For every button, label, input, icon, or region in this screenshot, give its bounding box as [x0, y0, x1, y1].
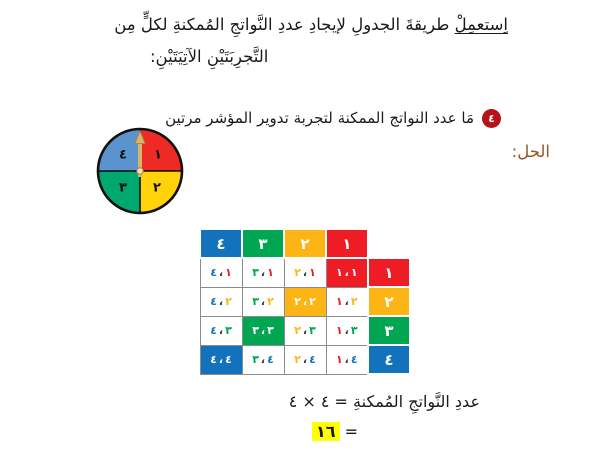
outcome-cell [242, 345, 284, 374]
outcome-first-digit: ٢ [294, 324, 301, 337]
outcome-first-digit: ١ [335, 324, 343, 337]
equation-equals-sign: = [344, 422, 358, 441]
outcome-first-digit: ٣ [252, 295, 259, 308]
outcome-separator: ، [302, 353, 308, 366]
outcome-separator: ، [218, 295, 224, 308]
instruction-underlined-word: اِستعمِلْ [454, 15, 508, 34]
outcome-first-digit: ٢ [294, 295, 301, 308]
col-header: ٢ [284, 229, 326, 258]
outcome-separator: ، [344, 295, 349, 308]
outcome-second-digit: ٣ [225, 324, 232, 337]
outcome-second-digit: ١ [225, 266, 232, 280]
table-row [200, 258, 410, 287]
col-header: ٤ [200, 229, 242, 258]
outcome-separator: ، [218, 266, 224, 280]
outcome-separator: ، [260, 324, 266, 337]
outcome-first-digit: ٢ [294, 353, 301, 366]
outcome-first-digit: ٤ [210, 353, 217, 366]
outcome-separator: ، [302, 324, 308, 337]
outcome-first-digit: ١ [335, 266, 343, 280]
table-row [200, 316, 410, 345]
outcome-cell [242, 258, 284, 287]
outcome-cell [326, 258, 368, 287]
outcome-second-digit: ٣ [350, 324, 358, 337]
outcome-cell [284, 316, 326, 345]
col-header: ١ [326, 229, 368, 258]
spinner-label-4: ٤ [119, 147, 127, 163]
question-row [165, 106, 501, 130]
question-number-badge: ٤ [482, 109, 501, 128]
outcome-separator: ، [344, 266, 349, 280]
outcome-second-digit: ٤ [267, 353, 274, 366]
outcome-cell [284, 287, 326, 316]
table-header-row [200, 229, 410, 258]
col-header: ٣ [242, 229, 284, 258]
table-row [200, 287, 410, 316]
outcome-second-digit: ٢ [350, 295, 358, 308]
outcome-second-digit: ٢ [309, 295, 316, 308]
outcome-first-digit: ١ [335, 295, 343, 308]
outcome-first-digit: ٢ [294, 266, 301, 280]
equation-line-1: عددِ النَّواتجِ المُمكنةِ = ٤ × ٤ [288, 392, 480, 411]
outcome-first-digit: ١ [335, 353, 343, 366]
outcome-cell [200, 287, 242, 316]
outcome-separator: ، [260, 266, 266, 280]
spinner [93, 124, 187, 218]
row-header: ٣ [368, 316, 410, 345]
outcome-cell [284, 258, 326, 287]
outcome-separator: ، [302, 266, 308, 280]
outcome-first-digit: ٣ [252, 353, 259, 366]
spinner-label-1: ١ [154, 147, 162, 163]
outcome-cell [242, 287, 284, 316]
row-header: ٤ [368, 345, 410, 374]
outcome-second-digit: ١ [350, 266, 358, 280]
outcome-separator: ، [218, 324, 224, 337]
outcome-cell [200, 258, 242, 287]
outcome-second-digit: ٢ [225, 295, 232, 308]
outcome-first-digit: ٤ [210, 295, 217, 308]
outcome-cell [326, 316, 368, 345]
outcome-cell [242, 316, 284, 345]
outcome-first-digit: ٣ [252, 324, 259, 337]
outcome-separator: ، [302, 295, 308, 308]
outcome-second-digit: ٣ [309, 324, 316, 337]
outcome-second-digit: ٣ [267, 324, 274, 337]
outcome-cell [284, 345, 326, 374]
outcome-second-digit: ٤ [350, 353, 358, 366]
outcome-cell [200, 316, 242, 345]
instruction-line-1 [114, 13, 508, 36]
outcome-second-digit: ٢ [267, 295, 274, 308]
instruction-line-2: التَّجرِبَتَيْنِ الآتِيَتَيْنِ: [150, 47, 269, 66]
outcome-cell [200, 345, 242, 374]
outcomes-table [199, 228, 411, 375]
spinner-label-2: ٢ [153, 180, 161, 196]
table-row [200, 345, 410, 374]
row-header: ٢ [368, 287, 410, 316]
row-header: ١ [368, 258, 410, 287]
solution-label: الحل: [511, 142, 550, 161]
equation-result-highlighted: ١٦ [312, 422, 340, 441]
outcome-second-digit: ٤ [309, 353, 316, 366]
instruction-line-1-rest: طريقةَ الجدولِ لإيجادِ عددِ النَّواتجِ المُمكنةِ لكلٍّ مِن [114, 15, 455, 34]
outcome-separator: ، [218, 353, 224, 366]
outcome-first-digit: ٤ [210, 324, 217, 337]
spinner-label-3: ٣ [119, 180, 127, 196]
outcome-second-digit: ٤ [225, 353, 232, 366]
outcome-cell [326, 287, 368, 316]
outcome-first-digit: ٣ [252, 266, 259, 280]
outcome-separator: ، [260, 295, 266, 308]
table-corner-spacer [368, 229, 410, 258]
outcome-second-digit: ١ [267, 266, 274, 280]
outcome-separator: ، [344, 324, 349, 337]
outcome-cell [326, 345, 368, 374]
question-text: مَا عدد النواتج الممكنة لتجربة تدوير المؤشر مرتين [165, 109, 474, 127]
outcome-separator: ، [260, 353, 266, 366]
outcome-first-digit: ٤ [210, 266, 217, 280]
equation-line-2 [312, 422, 358, 441]
outcome-second-digit: ١ [309, 266, 316, 280]
outcome-separator: ، [344, 353, 349, 366]
